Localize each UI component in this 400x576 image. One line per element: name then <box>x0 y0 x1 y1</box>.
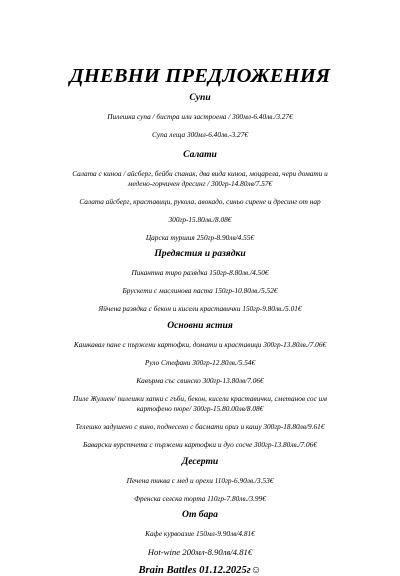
section-title-soups: Супи <box>189 92 211 103</box>
menu-item: Пиле Жулиен/ пилешки хапки с гъби, бекон, кисели краставички, сметанов сос им картофено пюре/ 300гр-15.80.00лв/8.08€ <box>73 394 327 413</box>
section-title-salads: Салати <box>183 149 217 160</box>
footer-event-note: Brain Battles 01.12.2025г☺ <box>138 565 262 576</box>
menu-item: Пикантна тиро разядка 150гр-8.80лв./4.50€ <box>131 268 269 277</box>
menu-item: Френска селска торта 110гр-7.80лв./3.99€ <box>134 494 266 503</box>
menu-item: Баварски вурстчета с пържени картофки и дуо сосче 300гр-13.80лв./7.06€ <box>83 440 317 449</box>
section-title-bar: От бара <box>182 509 218 520</box>
menu-item: Пилешка супа / бистра или застроена / 300мл-6.40лв./3.27€ <box>107 112 293 121</box>
menu-item: Телешко задушено с вино, поднесено с басмати ориз и кашу 300гр-18.80лв/9.61€ <box>75 422 325 431</box>
menu-item: Салата с киноа / айсберг, бейби спанак, два вида киноа, моцарела, чери домати и медено-горчичен дресинг / 300гр-14.80лв/7.57€ <box>72 169 328 188</box>
menu-item: 300гр-15.80лв./8.08€ <box>168 215 232 224</box>
menu-item: Салата айсберг, краставици, рукола, авокадо, синьо сирене и дресинг от нар <box>79 197 321 206</box>
menu-item: Брускети с маслинова паста 150гр-10.80лв./5.52€ <box>122 286 278 295</box>
page-title: ДНЕВНИ ПРЕДЛОЖЕНИЯ <box>69 65 331 87</box>
menu-item: Печена тиква с мед и орехи 110гр-6.90лв./3.53€ <box>126 476 274 485</box>
menu-item: Кавърма със свинско 300гр-13.80лв/7.06€ <box>136 376 264 385</box>
menu-item: Кафе курвоазие 150мл-9.90лв/4.81€ <box>145 529 255 538</box>
menu-item: Hot-wine 200мл-8.90лв/4.81€ <box>147 547 253 557</box>
menu-item: Царска туршия 250гр-8.90лв/4.55€ <box>145 233 255 242</box>
section-title-mains: Основни ястия <box>167 320 233 331</box>
section-title-desserts: Десерти <box>181 456 219 467</box>
section-title-starters: Предястия и разядки <box>154 248 246 259</box>
menu-item: Кашкавал пане с пържени картофки, домати и краставици 300гр-13.80лв./7.06€ <box>73 340 327 349</box>
menu-item: Яйчена разядка с бекон и кисели краставички 150гр-9.80лв./5.01€ <box>98 304 302 313</box>
menu-item: Супа леща 300мл-6.40лв.-3.27€ <box>152 130 248 139</box>
menu-item: Руло Стефани 300гр-12.80лв./5.54€ <box>144 358 256 367</box>
